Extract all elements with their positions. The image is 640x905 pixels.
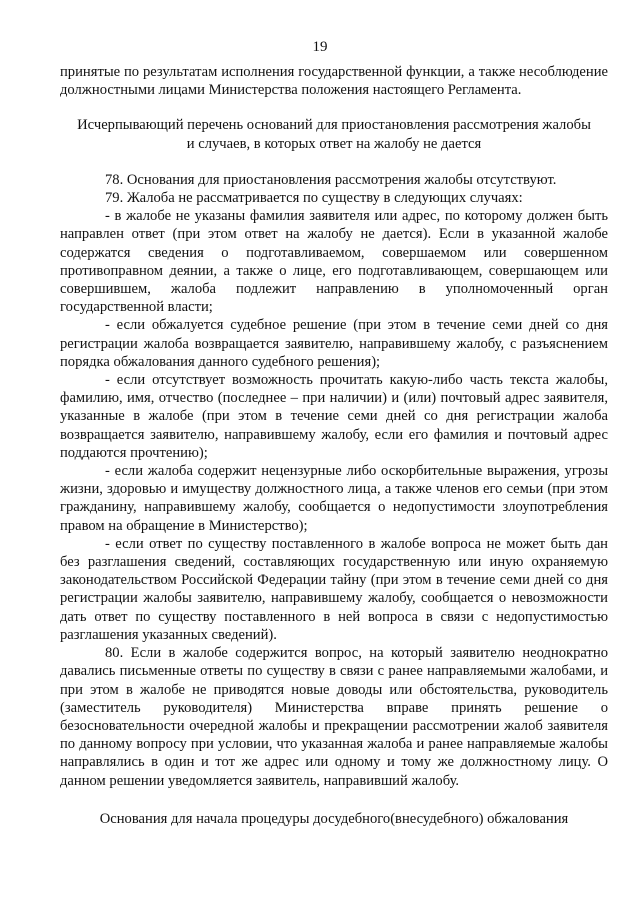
item-79-case-3: - если отсутствует возможность прочитать какую-либо часть текста жалобы, фамилию, имя, отчество (последнее – при наличии) и (или) почтовый адрес заявителя, указанные в жалобе (при этом в течение семи дней со дня регистрации жалоба возвращается заявителю, направившему жалобу, если его фамилия и почтовый адрес поддаются прочтению); <box>60 372 608 461</box>
item-79-case-5: - если ответ по существу поставленного в жалобе вопроса не может быть дан без разглашения сведений, составляющих государственную или иную охраняемую законодательством Российской Федерации тайну (при этом в течение семи дней со дня регистрации жалобы заявителю, направившему жалобу, сообщается о невозможности дать ответ по существу поставленного в ней вопроса в связи с недопустимостью разглашения указанных сведений). <box>60 535 608 643</box>
intro-paragraph: принятые по результатам исполнения государственной функции, а также несоблюдение должностными лицами Министерства положения настоящего Регламента. <box>60 64 608 99</box>
section-heading-line-2: и случаев, в которых ответ на жалобу не дается <box>186 135 482 152</box>
section-heading <box>60 116 608 152</box>
item-79-intro: 79. Жалоба не рассматривается по существу в следующих случаях: <box>105 190 523 207</box>
item-80-paragraph: 80. Если в жалобе содержится вопрос, на который заявителю неоднократно давались письменные ответы по существу в связи с ранее направляемыми жалобами, и при этом в жалобе не приводятся новые доводы или обстоятельства, руководитель (заместитель руководителя) Министерства вправе принять решение о безосновательности очередной жалобы и прекращении рассмотрении жалоб заявителя по данному вопросу при условии, что указанная жалоба и ранее направляемые жалобы направлялись в один и тот же адрес или одному и тому же должностному лицу. О данном решении уведомляется заявитель, направивший жалобу. <box>60 645 608 789</box>
page-number: 19 <box>312 39 328 55</box>
final-section-heading: Основания для начала процедуры досудебного(внесудебного) обжалования <box>99 810 569 827</box>
item-78-paragraph: 78. Основания для приостановления рассмотрения жалобы отсутствуют. <box>105 171 557 188</box>
item-79-case-4: - если жалоба содержит нецензурные либо оскорбительные выражения, угрозы жизни, здоровью и имуществу должностного лица, а также членов его семьи (при этом гражданину, направившему жалобу, сообщается о недопустимости злоупотребления правом на обращение в Министерство); <box>60 463 608 534</box>
section-heading-line-1: Исчерпывающий перечень оснований для приостановления рассмотрения жалобы <box>77 117 591 134</box>
document-body <box>60 63 608 828</box>
item-79-case-2: - если обжалуется судебное решение (при этом в течение семи дней со дня регистрации жалоба возвращается заявителю, направившему жалобу, с разъяснением порядка обжалования данного судебного решения); <box>60 317 608 370</box>
item-79-case-1: - в жалобе не указаны фамилия заявителя или адрес, по которому должен быть направлен ответ (при этом ответ на жалобу не дается). Если в указанной жалобе содержатся сведения о подготавливаемом, совершаемом или совершенном противоправном деянии, а также о лице, его подготавливающем, совершающем или совершившем, жалоба подлежит направлению в уполномоченный орган государственной власти; <box>60 208 608 316</box>
